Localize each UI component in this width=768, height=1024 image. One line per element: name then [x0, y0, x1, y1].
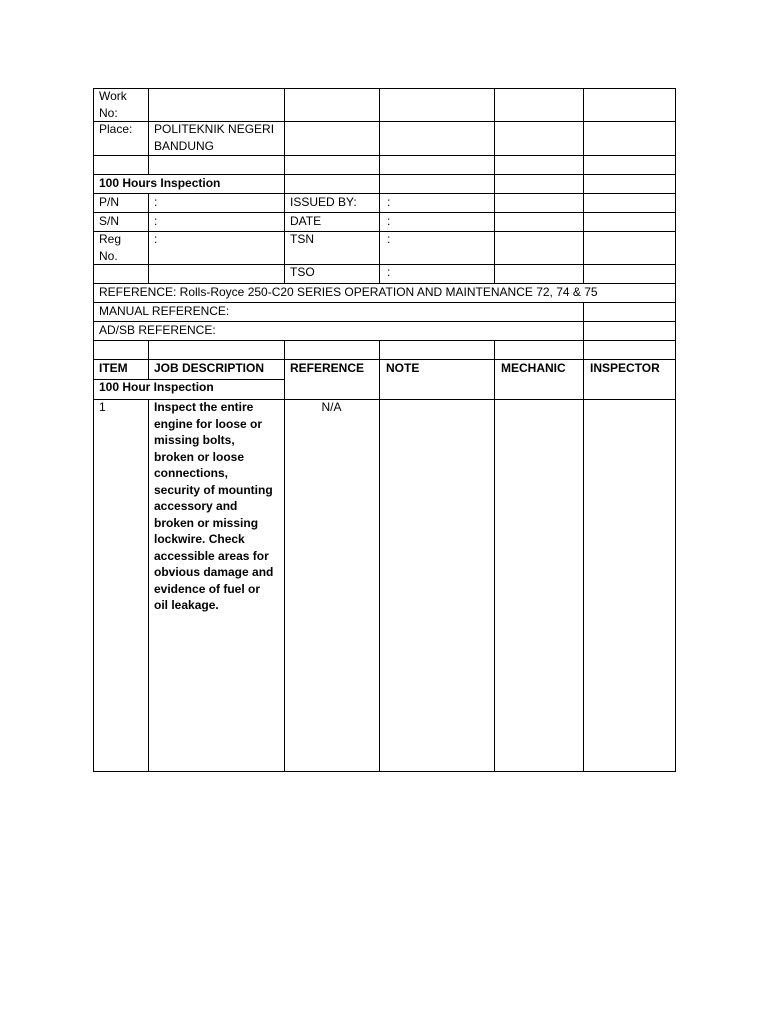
- issued-by-value: :: [387, 195, 391, 209]
- tsn-label: TSN: [290, 232, 314, 246]
- place-label: Place:: [99, 122, 133, 136]
- sn-label: S/N: [99, 214, 120, 228]
- pn-label: P/N: [99, 195, 120, 209]
- manual-reference-label: MANUAL REFERENCE:: [99, 304, 230, 318]
- header-job-description: JOB DESCRIPTION: [154, 361, 265, 375]
- reg-no-label: Reg No.: [99, 232, 122, 263]
- sn-value: :: [154, 214, 158, 228]
- pn-value: :: [154, 195, 158, 209]
- table-subheader: 100 Hour Inspection: [99, 380, 214, 394]
- issued-by-label: ISSUED BY:: [290, 195, 357, 209]
- reference-text: REFERENCE: Rolls-Royce 250-C20 SERIES OPERATION AND MAINTENANCE 72, 74 & 75: [99, 285, 598, 299]
- date-value: :: [387, 214, 391, 228]
- adsb-reference-label: AD/SB REFERENCE:: [99, 323, 216, 337]
- date-label: DATE: [290, 214, 322, 228]
- row-item: 1: [99, 400, 106, 414]
- reg-no-value: :: [154, 232, 158, 246]
- row-job-description: Inspect the entire engine for loose or missing bolts, broken or loose connections, security of mounting accessory and broken or missing lockwire. Check accessible areas for obvious damage and evidence of fuel or oil leakage.: [154, 400, 274, 612]
- work-no-label: Work No:: [99, 89, 127, 120]
- tso-label: TSO: [290, 265, 315, 279]
- place-value: POLITEKNIK NEGERI BANDUNG: [154, 122, 275, 153]
- header-mechanic: MECHANIC: [501, 361, 566, 375]
- section-title: 100 Hours Inspection: [99, 176, 221, 190]
- row-reference: N/A: [321, 400, 342, 414]
- header-item: ITEM: [99, 361, 128, 375]
- tso-value: :: [387, 265, 391, 279]
- tsn-value: :: [387, 232, 391, 246]
- header-note: NOTE: [386, 361, 420, 375]
- header-reference: REFERENCE: [290, 361, 365, 375]
- header-inspector: INSPECTOR: [590, 361, 660, 375]
